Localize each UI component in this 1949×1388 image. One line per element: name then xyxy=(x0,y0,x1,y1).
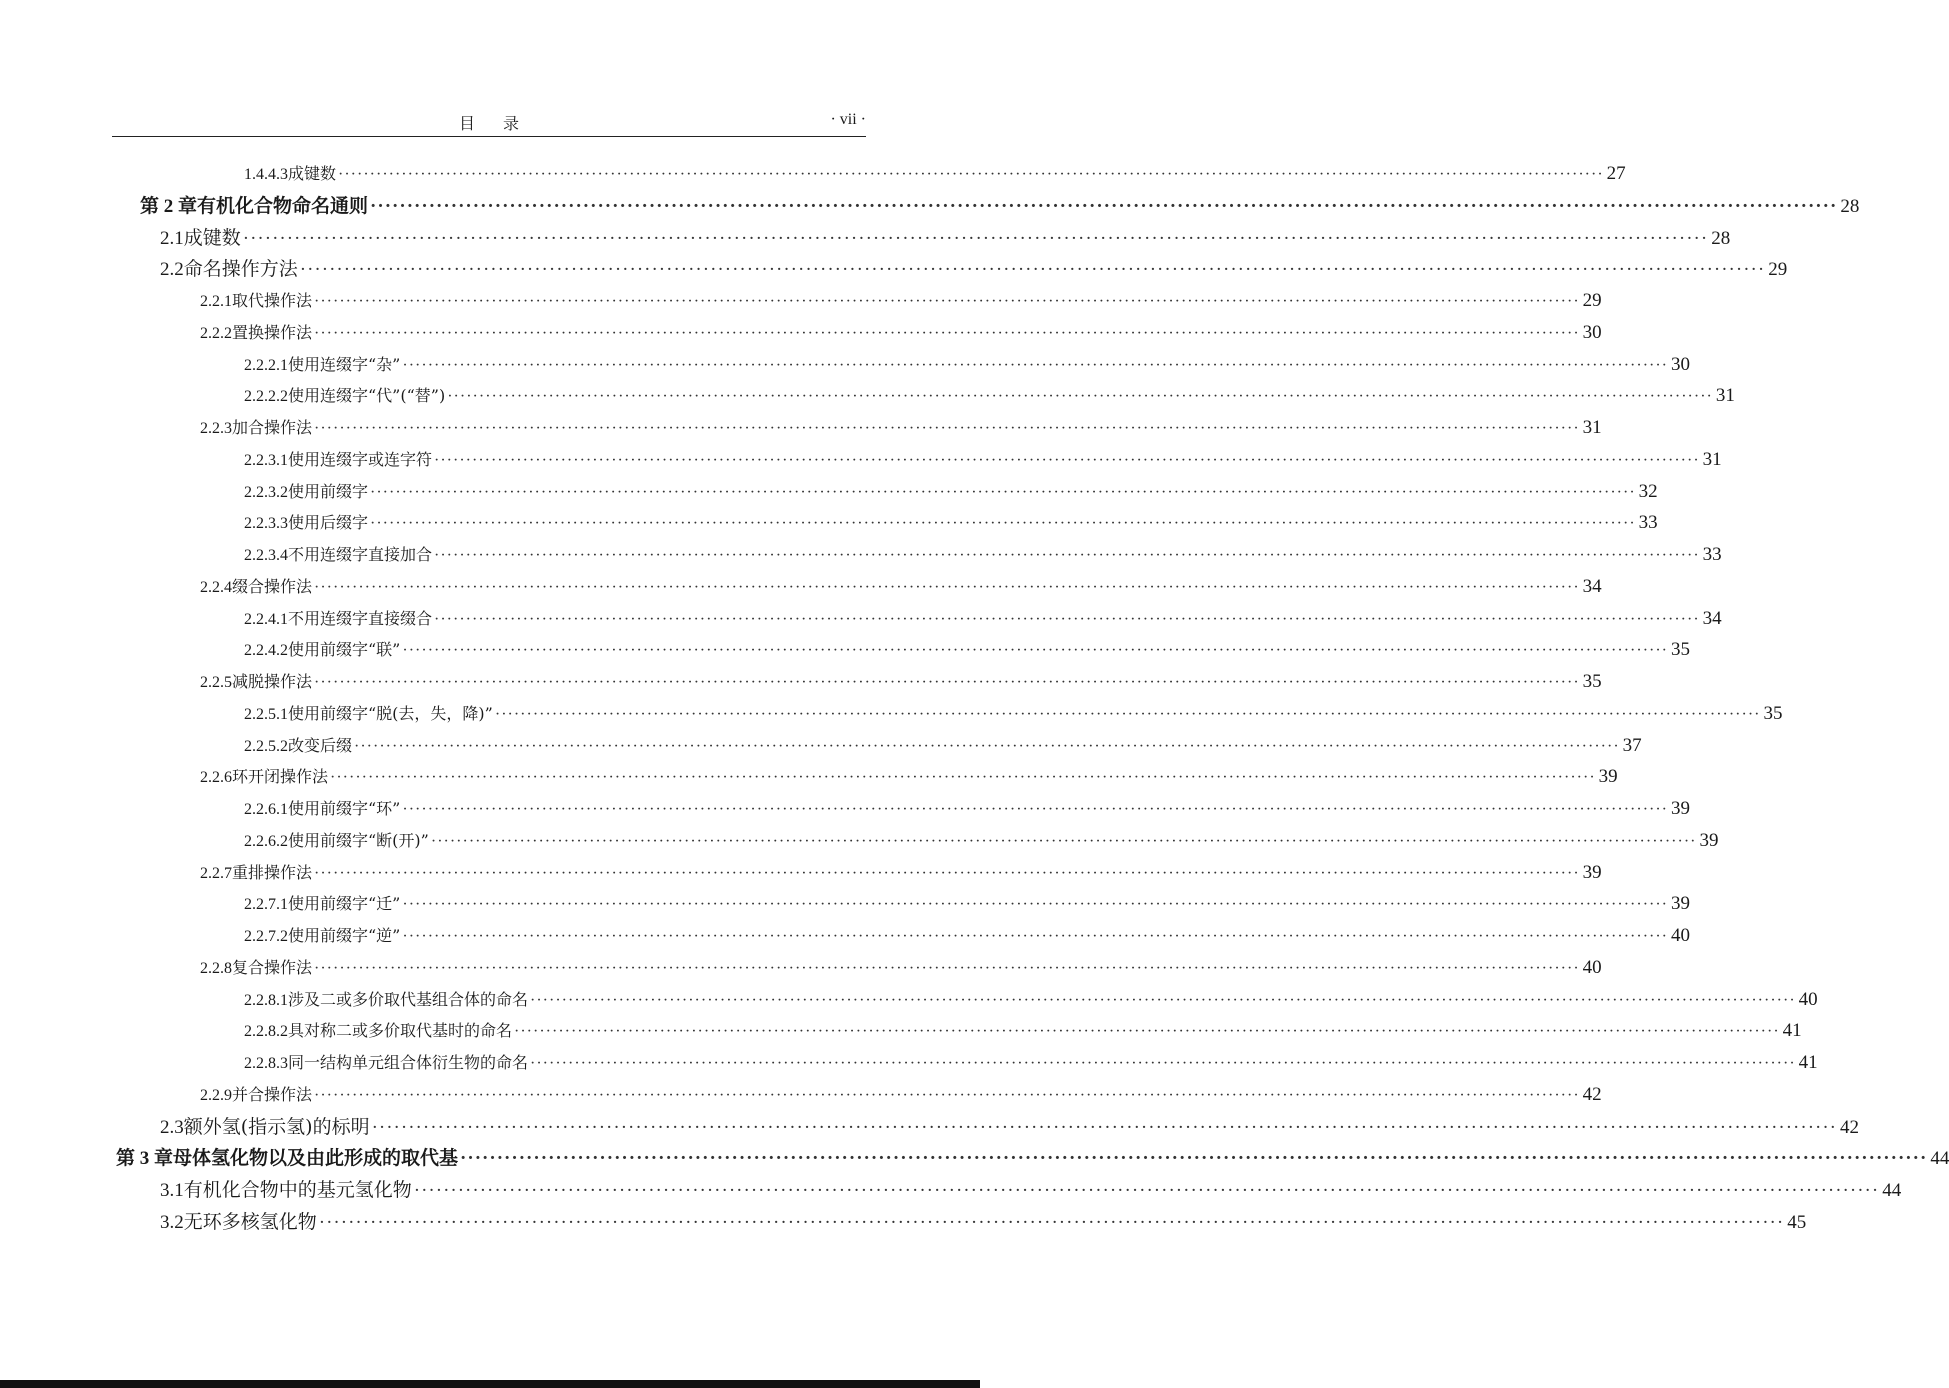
toc-entry-title: 使用前缀字“联” xyxy=(288,640,401,660)
toc-entry-title: 不用连缀字直接缀合 xyxy=(288,608,433,628)
toc-entry-page: 27 xyxy=(1606,163,1626,184)
toc-entry-title: 涉及二或多价取代基组合体的命名 xyxy=(288,989,529,1009)
toc-leader-dots: ········································································································································································································ xyxy=(402,356,1668,374)
toc-entry-number: 2.2 xyxy=(160,259,184,281)
toc-leader-dots: ········································································································································································································ xyxy=(314,578,1580,596)
toc-entry[interactable] xyxy=(160,1206,1807,1238)
toc-entry-number: 第 3 章 xyxy=(116,1148,174,1170)
toc-entry-page: 29 xyxy=(1768,259,1788,281)
toc-leader-dots: ········································································································································································································ xyxy=(514,1023,1780,1041)
toc-entry-title: 置换操作法 xyxy=(232,322,313,342)
toc-leader-dots: ········································································································································································································ xyxy=(338,166,1604,183)
toc-leader-dots: ········································································································································································································ xyxy=(434,547,1700,564)
toc-entry-page: 41 xyxy=(1798,1052,1818,1073)
toc-entry[interactable] xyxy=(116,1142,1949,1174)
toc-entry-page: 30 xyxy=(1671,353,1690,375)
toc-entry-title: 有机化合物中的基元氢化物 xyxy=(183,1179,412,1201)
toc-entry-page: 40 xyxy=(1671,925,1690,946)
toc-entry[interactable] xyxy=(244,1047,1818,1079)
toc-entry-number: 2.2.3 xyxy=(200,420,232,437)
toc-entry-number: 3.1 xyxy=(160,1180,184,1201)
toc-entry-number: 2.2.4.1 xyxy=(244,610,288,628)
toc-entry-title: 额外氢(指示氢)的标明 xyxy=(183,1115,370,1138)
toc-leader-dots: ········································································································································································································ xyxy=(402,642,1668,660)
toc-entry-page: 44 xyxy=(1882,1180,1902,1201)
toc-entry-page: 28 xyxy=(1711,227,1731,249)
toc-leader-dots: ········································································································································································································ xyxy=(242,227,1709,249)
toc-leader-dots: ········································································································································································································ xyxy=(434,451,1700,469)
toc-leader-dots: ········································································································································································································ xyxy=(330,769,1596,787)
toc-entry-number: 2.2.3.2 xyxy=(244,483,288,501)
toc-entry-number: 2.2.8.3 xyxy=(244,1055,288,1072)
toc-entry[interactable] xyxy=(244,825,1719,857)
toc-leader-dots: ········································································································································································································ xyxy=(402,928,1668,945)
toc-entry-number: 2.2.6.1 xyxy=(244,801,288,818)
toc-entry-page: 44 xyxy=(1930,1148,1949,1170)
toc-entry-page: 34 xyxy=(1702,607,1722,629)
toc-entry-number: 1.4.4.3 xyxy=(244,166,288,183)
toc-entry-number: 2.2.8.2 xyxy=(244,1023,288,1041)
toc-entry[interactable] xyxy=(244,730,1642,762)
toc-entry-title: 不用连缀字直接加合 xyxy=(288,545,433,564)
toc-entry-title: 成键数 xyxy=(183,226,241,249)
toc-entry-page: 45 xyxy=(1787,1211,1807,1233)
toc-entry[interactable] xyxy=(244,888,1690,920)
toc-entry-number: 2.2.2.1 xyxy=(244,356,288,374)
toc-leader-dots: ········································································································································································································ xyxy=(460,1148,1928,1170)
toc-entry-number: 2.2.3.1 xyxy=(244,451,288,469)
toc-entry-page: 31 xyxy=(1715,385,1735,407)
toc-entry-title: 减脱操作法 xyxy=(232,672,313,691)
toc-entry[interactable] xyxy=(200,857,1602,889)
toc-entry-number: 2.2.4 xyxy=(200,578,232,596)
toc-entry[interactable] xyxy=(244,920,1690,952)
toc-entry-number: 2.2.5.1 xyxy=(244,705,288,723)
toc-entry-page: 39 xyxy=(1598,766,1618,788)
toc-entry-page: 35 xyxy=(1582,671,1602,692)
running-header xyxy=(112,108,866,137)
toc-leader-dots: ········································································································································································································ xyxy=(434,610,1700,628)
toc-entry-title: 使用连缀字或连字符 xyxy=(288,449,433,469)
toc-entry-page: 33 xyxy=(1638,512,1658,534)
toc-entry-number: 2.2.7.1 xyxy=(244,896,288,914)
toc-leader-dots: ········································································································································································································ xyxy=(314,324,1580,342)
toc-entry[interactable] xyxy=(244,634,1690,666)
toc-entry[interactable] xyxy=(244,793,1690,825)
scan-edge-bar xyxy=(0,1380,980,1388)
toc-entry-number: 2.2.1 xyxy=(200,293,232,310)
toc-entry-title: 成键数 xyxy=(288,164,337,183)
toc-leader-dots: ········································································································································································································ xyxy=(402,801,1668,818)
toc-entry-title: 使用前缀字 xyxy=(288,481,369,501)
toc-leader-dots: ········································································································································································································ xyxy=(430,832,1697,850)
toc-leader-dots: ········································································································································································································ xyxy=(402,896,1668,914)
toc-leader-dots: ········································································································································································································ xyxy=(314,293,1580,310)
toc-entry-title: 母体氢化物以及由此形成的取代基 xyxy=(173,1147,459,1170)
toc-entry[interactable] xyxy=(200,952,1602,984)
toc-leader-dots: ········································································································································································································ xyxy=(354,737,1620,755)
toc-entry-title: 重排操作法 xyxy=(232,862,313,882)
toc-entry-number: 第 2 章 xyxy=(140,195,198,217)
toc-leader-dots: ········································································································································································································ xyxy=(370,195,1838,217)
toc-leader-dots: ········································································································································································································ xyxy=(314,420,1580,437)
toc-entry[interactable] xyxy=(200,571,1602,603)
toc-entry[interactable] xyxy=(200,761,1618,793)
toc-entry-number: 3.2 xyxy=(160,1211,184,1233)
toc-entry-title: 环开闭操作法 xyxy=(232,767,329,787)
toc-entry-page: 31 xyxy=(1702,448,1722,470)
toc-entry-number: 2.1 xyxy=(160,227,184,249)
toc-entry[interactable] xyxy=(160,1174,1902,1206)
toc-entry[interactable] xyxy=(160,1111,1860,1143)
toc-entry[interactable] xyxy=(244,444,1722,476)
toc-entry[interactable] xyxy=(244,1015,1802,1047)
toc-leader-dots: ········································································································································································································ xyxy=(318,1211,1785,1233)
toc-entry-title: 具对称二或多价取代基时的命名 xyxy=(288,1021,513,1041)
toc-leader-dots: ········································································································································································································ xyxy=(370,483,1636,501)
toc-entry-page: 39 xyxy=(1699,829,1719,851)
toc-entry-page: 35 xyxy=(1763,702,1783,724)
toc-entry-title: 使用连缀字“杂” xyxy=(288,354,401,374)
toc-entry[interactable] xyxy=(140,190,1860,222)
toc-entry-page: 39 xyxy=(1671,893,1690,915)
toc-entry-title: 命名操作方法 xyxy=(183,258,298,281)
toc-entry[interactable] xyxy=(200,412,1602,444)
toc-entry-number: 2.2.7.2 xyxy=(244,928,288,945)
toc-entry[interactable] xyxy=(244,158,1626,190)
toc-entry-title: 复合操作法 xyxy=(232,957,313,977)
toc-entry-page: 39 xyxy=(1671,798,1690,819)
toc-entry-page: 40 xyxy=(1582,956,1602,978)
toc-entry-number: 2.2.6 xyxy=(200,769,232,787)
toc-entry-number: 2.2.3.4 xyxy=(244,547,288,564)
toc-entry[interactable] xyxy=(200,1079,1602,1111)
toc-entry-page: 32 xyxy=(1638,480,1658,502)
toc-leader-dots: ········································································································································································································ xyxy=(314,959,1580,977)
toc-entry[interactable] xyxy=(160,222,1731,254)
toc-entry-page: 29 xyxy=(1582,290,1602,311)
toc-entry-page: 41 xyxy=(1782,1020,1802,1042)
toc-leader-dots: ········································································································································································································ xyxy=(299,259,1766,281)
toc-leader-dots: ········································································································································································································ xyxy=(370,515,1636,533)
toc-entry[interactable] xyxy=(244,984,1818,1016)
toc-entry-page: 28 xyxy=(1840,195,1860,217)
toc-entry-number: 2.3 xyxy=(160,1116,184,1138)
toc-entry-page: 37 xyxy=(1622,734,1642,756)
toc-entry-number: 2.2.3.3 xyxy=(244,515,288,533)
toc-entry-title: 使用前缀字“脱(去，失，降)” xyxy=(288,703,493,723)
toc-entry-number: 2.2.2.2 xyxy=(244,388,288,406)
toc-entry-number: 2.2.2 xyxy=(200,324,232,342)
toc-leader-dots: ········································································································································································································ xyxy=(314,1086,1580,1104)
toc-entry-title: 使用前缀字“迁” xyxy=(288,894,401,914)
toc-entry-number: 2.2.5 xyxy=(200,674,232,691)
toc-entry[interactable] xyxy=(244,380,1735,412)
toc-entry-number: 2.2.9 xyxy=(200,1086,232,1104)
toc-leader-dots: ········································································································································································································ xyxy=(314,864,1580,882)
page-number: · vii · xyxy=(830,111,866,128)
toc-entry-page: 33 xyxy=(1702,544,1722,565)
toc-entry-number: 2.2.5.2 xyxy=(244,737,288,755)
toc-entry-title: 并合操作法 xyxy=(232,1084,313,1104)
toc-entry[interactable] xyxy=(244,603,1722,635)
toc-leader-dots: ········································································································································································································ xyxy=(530,991,1796,1009)
toc-leader-dots: ········································································································································································································ xyxy=(494,705,1761,723)
toc-entry-title: 使用连缀字“代”(“替”) xyxy=(288,386,446,406)
toc-entry[interactable] xyxy=(160,253,1788,285)
toc-entry-page: 35 xyxy=(1671,639,1690,661)
toc-entry[interactable] xyxy=(244,507,1658,539)
toc-entry-number: 2.2.4.2 xyxy=(244,642,288,660)
toc-entry[interactable] xyxy=(200,317,1602,349)
toc-entry-title: 取代操作法 xyxy=(232,291,313,310)
toc-entry[interactable] xyxy=(244,539,1722,571)
toc-entry-title: 加合操作法 xyxy=(232,418,313,437)
running-header-title: 目录 xyxy=(458,114,547,133)
toc-leader-dots: ········································································································································································································ xyxy=(530,1055,1796,1072)
toc-leader-dots: ········································································································································································································ xyxy=(413,1180,1880,1201)
toc-entry-page: 40 xyxy=(1798,988,1818,1010)
toc-entry[interactable] xyxy=(244,476,1658,508)
toc-entry-title: 使用前缀字“环” xyxy=(288,799,401,818)
toc-entry[interactable] xyxy=(200,666,1602,698)
toc-entry-page: 42 xyxy=(1582,1083,1602,1105)
toc-entry-number: 2.2.8 xyxy=(200,959,232,977)
toc-entry-page: 30 xyxy=(1582,321,1602,343)
toc-entry-title: 使用前缀字“断(开)” xyxy=(288,830,429,850)
toc-entry-page: 31 xyxy=(1582,417,1602,438)
toc-entry-number: 2.2.8.1 xyxy=(244,991,288,1009)
toc-entry-title: 改变后缀 xyxy=(288,735,353,755)
toc-entry-number: 2.2.6.2 xyxy=(244,832,288,850)
toc-entry-title: 同一结构单元组合体衍生物的命名 xyxy=(288,1053,529,1072)
toc-leader-dots: ········································································································································································································ xyxy=(314,674,1580,691)
toc-entry[interactable] xyxy=(244,698,1783,730)
toc-entry-title: 使用后缀字 xyxy=(288,513,369,533)
toc-entry-title: 无环多核氢化物 xyxy=(183,1210,317,1233)
toc-entry-page: 42 xyxy=(1840,1116,1860,1138)
toc-entry-page: 34 xyxy=(1582,575,1602,597)
toc-entry-page: 39 xyxy=(1582,861,1602,883)
toc-leader-dots: ········································································································································································································ xyxy=(371,1116,1838,1138)
toc-entry-title: 使用前缀字“逆” xyxy=(288,926,401,945)
toc-entry-title: 缀合操作法 xyxy=(232,576,313,596)
toc-entry-title: 有机化合物命名通则 xyxy=(197,194,369,217)
toc-entry-number: 2.2.7 xyxy=(200,864,232,882)
toc-entry[interactable] xyxy=(200,285,1602,317)
toc-leader-dots: ········································································································································································································ xyxy=(447,388,1713,406)
toc-entry[interactable] xyxy=(244,349,1690,381)
